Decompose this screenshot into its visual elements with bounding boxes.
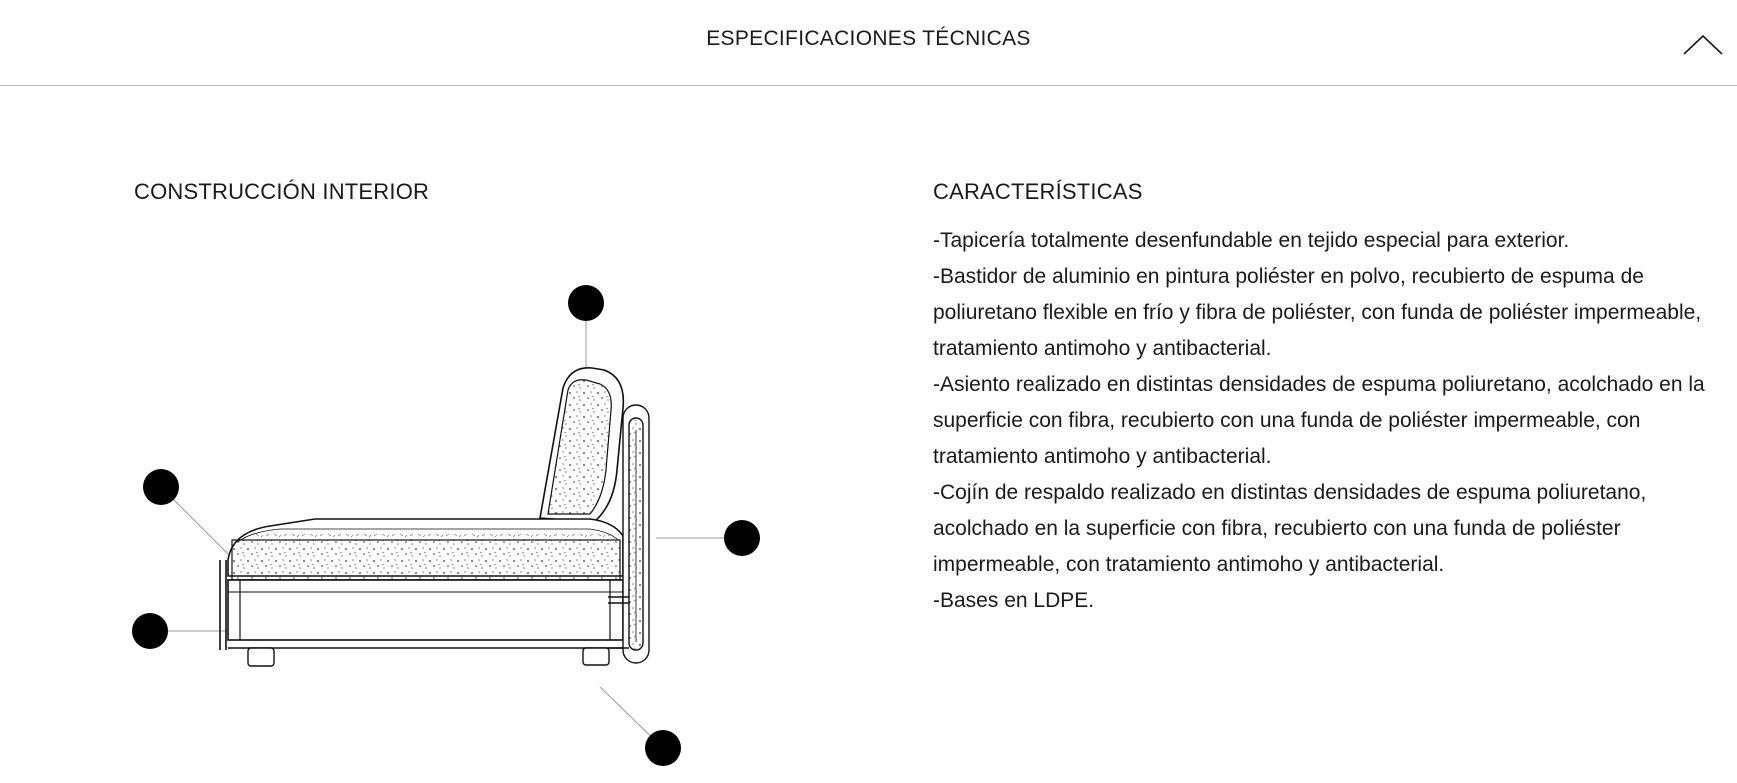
callout-dot-fabric (143, 469, 179, 505)
feature-item: -Cojín de respaldo realizado en distintas densidades de espuma poliuretano, acolchado en la superficie con fibra, recubierto con una funda de poliéster impermeable, con tratamiento antimoho y antibacterial. (933, 481, 1647, 576)
features-list (933, 223, 1713, 619)
construction-title: CONSTRUCCIÓN INTERIOR (134, 179, 430, 204)
sofa-construction-diagram (120, 270, 780, 780)
feature-item: -Tapicería totalmente desenfundable en tejido especial para exterior. (933, 229, 1570, 252)
page-title: ESPECIFICACIONES TÉCNICAS (706, 27, 1031, 50)
backrest-cushion (540, 368, 623, 522)
callout-dot-base (645, 730, 681, 766)
feature-item: -Asiento realizado en distintas densidades de espuma poliuretano, acolchado en la superficie con fibra, recubierto con una funda de poliéster impermeable, con tratamiento antimoho y antibacterial. (933, 373, 1705, 468)
legs (248, 648, 609, 666)
feature-item: -Bastidor de aluminio en pintura poliéster en polvo, recubierto de espuma de poliuretano flexible en frío y fibra de poliéster, con funda de poliéster impermeable, tratamiento antimoho y antibacterial. (933, 265, 1702, 360)
chevron-up-icon (1681, 28, 1725, 58)
seat (220, 519, 623, 650)
features-title: CARACTERÍSTICAS (933, 179, 1143, 204)
collapse-button[interactable] (1681, 28, 1725, 58)
feature-item: -Bases en LDPE. (933, 589, 1095, 612)
callout-dot-arm (724, 520, 760, 556)
callout-dot-backrest (568, 285, 604, 321)
callout-dot-frame (132, 613, 168, 649)
specs-header[interactable] (0, 0, 1737, 86)
